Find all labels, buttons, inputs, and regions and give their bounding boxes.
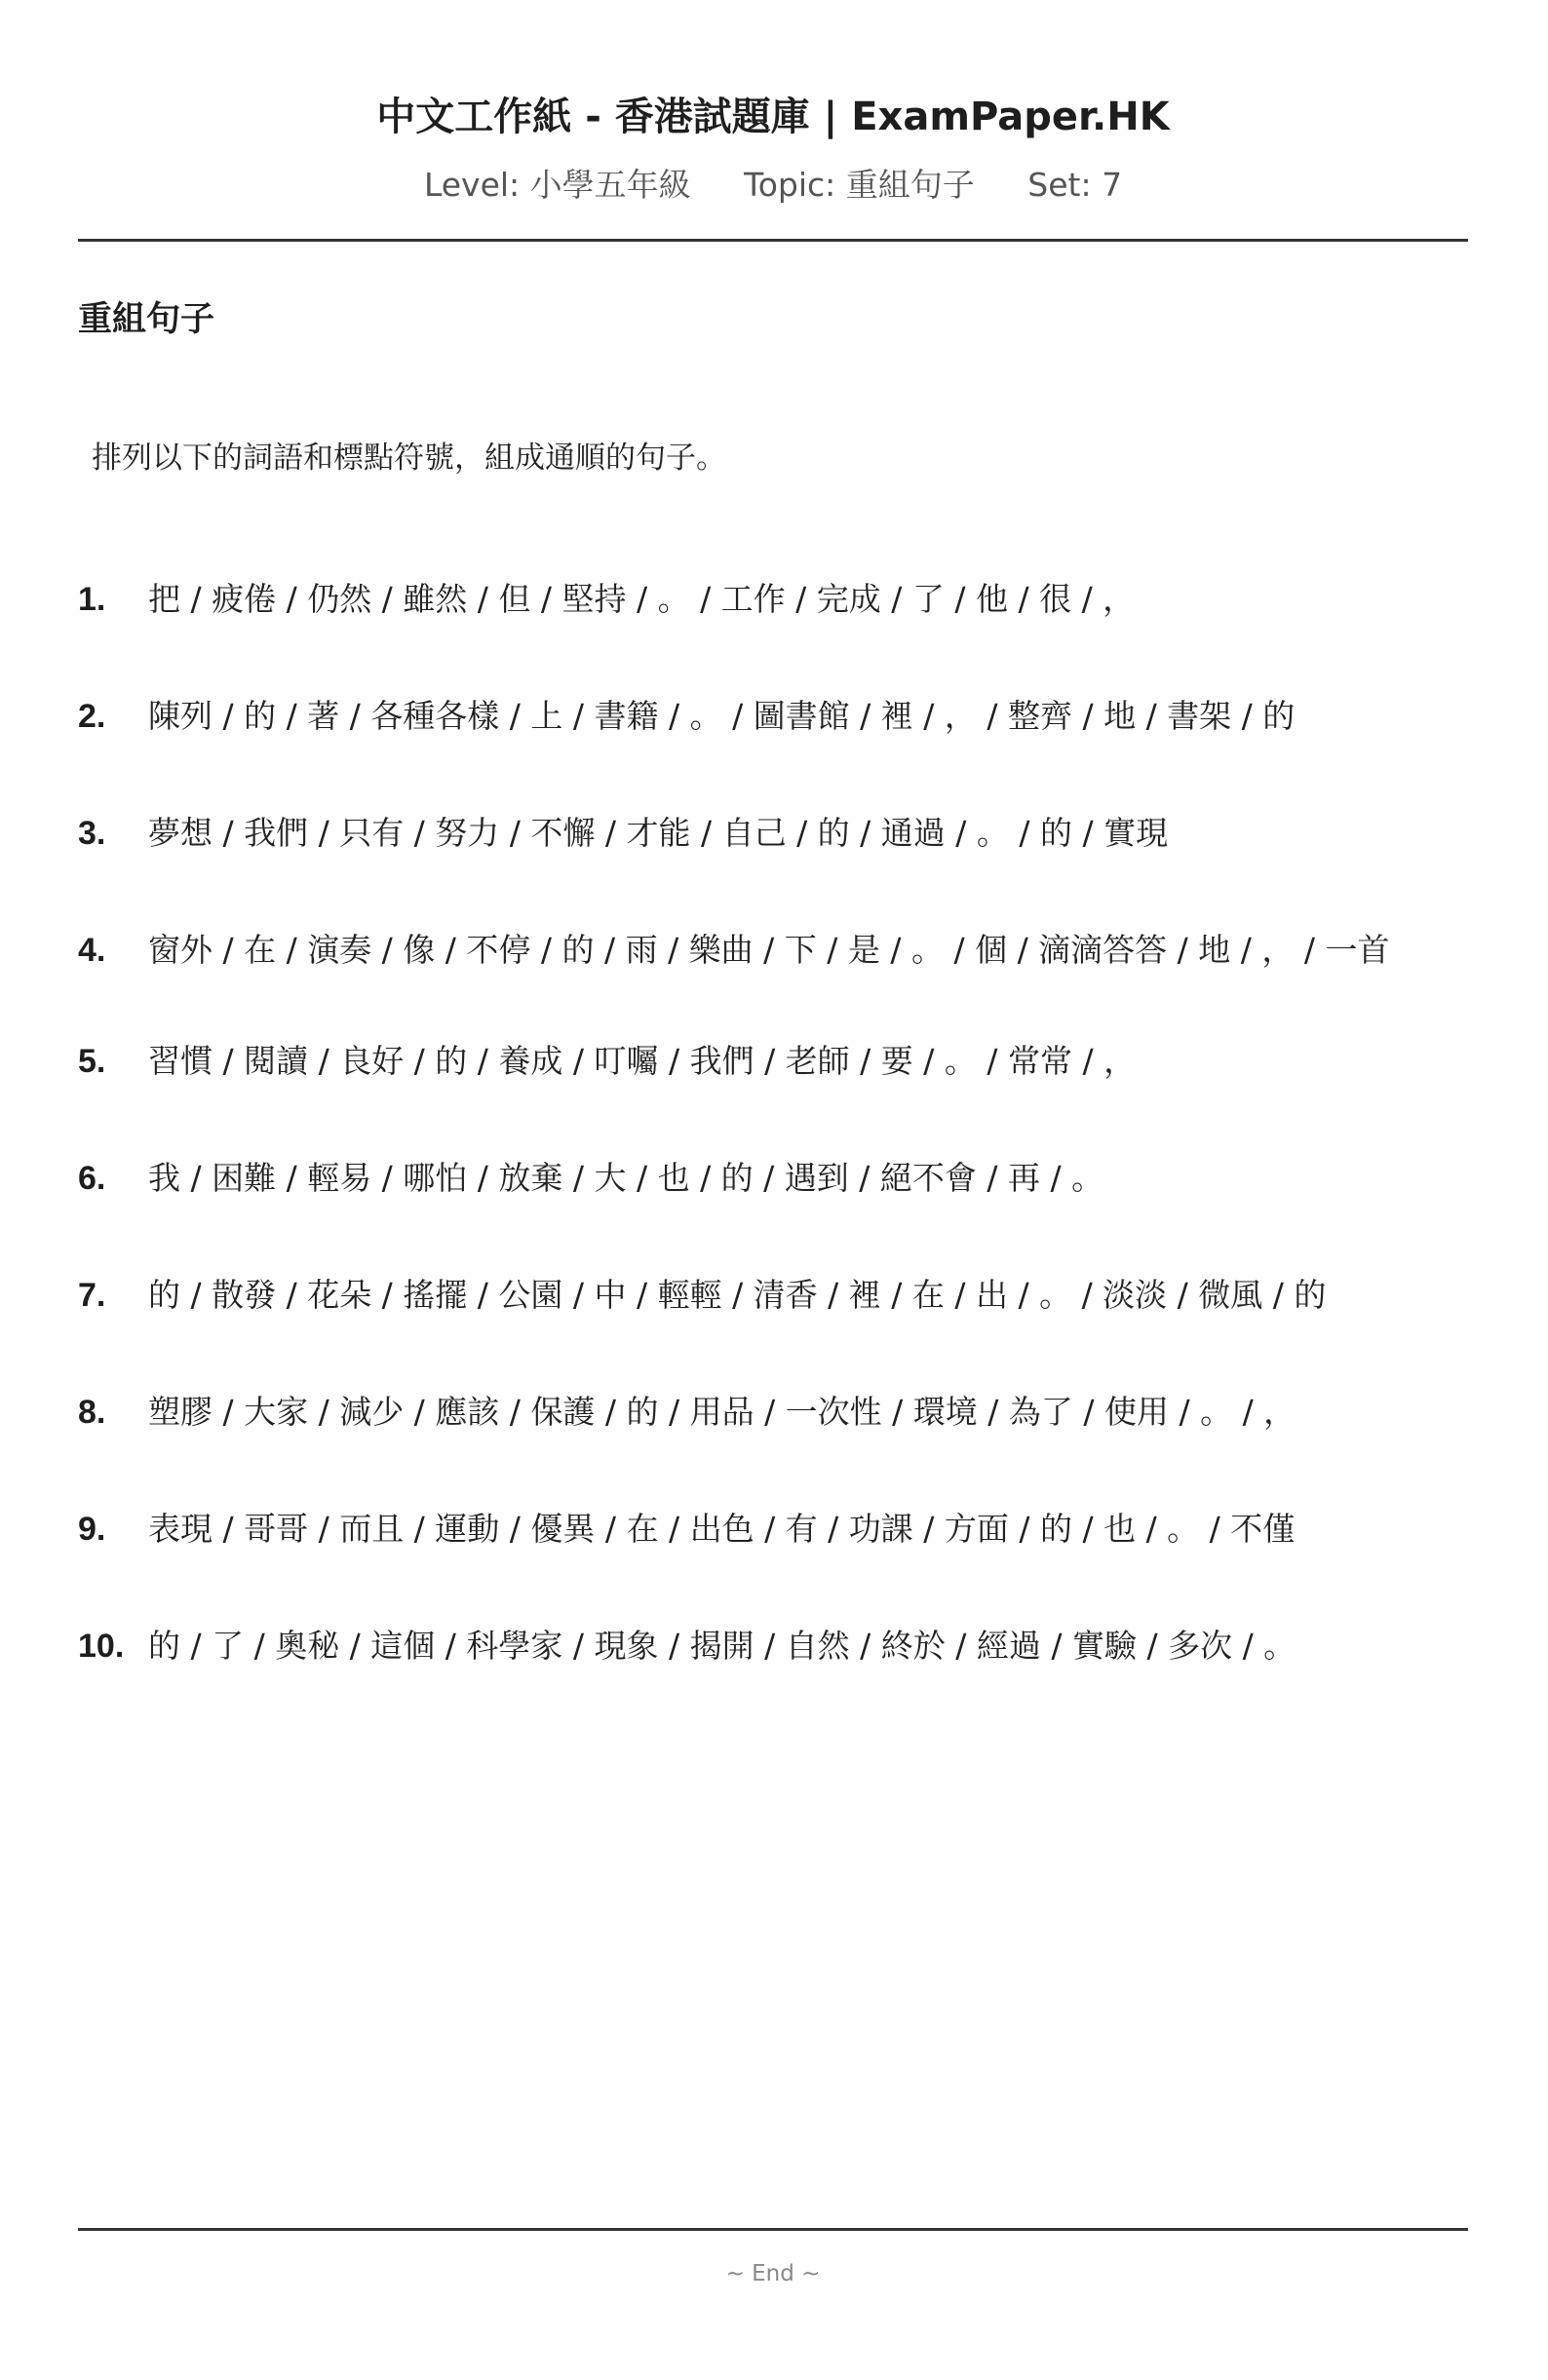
- question-list: [78, 573, 1468, 1737]
- worksheet-title: 中文工作紙 - 香港試題庫 | ExamPaper.HK: [376, 95, 1170, 139]
- question-number: 9.: [78, 1511, 106, 1548]
- question-number: 2.: [78, 698, 106, 735]
- question-number: 8.: [78, 1394, 106, 1431]
- footer-divider: [78, 2228, 1468, 2231]
- question-text: 的 / 散發 / 花朵 / 搖擺 / 公園 / 中 / 輕輕 / 清香 / 裡 / 在 / 出 / 。 / 淡淡 / 微風 / 的: [148, 1276, 1327, 1314]
- question-item: [78, 690, 1468, 743]
- question-number: 10.: [78, 1628, 125, 1665]
- question-item: [78, 1152, 1468, 1205]
- question-text: 我 / 困難 / 輕易 / 哪怕 / 放棄 / 大 / 也 / 的 / 遇到 / 絕不會 / 再 / 。: [148, 1159, 1104, 1197]
- question-text: 陳列 / 的 / 著 / 各種各樣 / 上 / 書籍 / 。 / 圖書館 / 裡 / ， / 整齊 / 地 / 書架 / 的: [148, 697, 1296, 735]
- question-item: [78, 1386, 1468, 1439]
- question-number: 7.: [78, 1277, 106, 1314]
- question-item: [78, 1269, 1468, 1322]
- question-item: [78, 573, 1468, 626]
- worksheet-header: [78, 0, 1468, 207]
- topic-label: Topic: 重組句子: [744, 166, 975, 204]
- question-item: [78, 1503, 1468, 1555]
- section-title: 重組句子: [78, 300, 215, 339]
- question-item: [78, 924, 1468, 977]
- question-item: [78, 1035, 1468, 1088]
- question-text: 塑膠 / 大家 / 減少 / 應該 / 保護 / 的 / 用品 / 一次性 / 環境 / 為了 / 使用 / 。 / ，: [148, 1393, 1296, 1431]
- header-divider: [78, 239, 1468, 242]
- question-item: [78, 1620, 1468, 1672]
- end-marker: ~ End ~: [725, 2261, 821, 2286]
- question-text: 窗外 / 在 / 演奏 / 像 / 不停 / 的 / 雨 / 樂曲 / 下 / 是 / 。 / 個 / 滴滴答答 / 地 / ， / 一首: [148, 931, 1390, 969]
- question-text: 習慣 / 閱讀 / 良好 / 的 / 養成 / 叮囑 / 我們 / 老師 / 要 / 。 / 常常 / ，: [148, 1042, 1137, 1080]
- worksheet-meta: [78, 164, 1468, 207]
- level-label: Level: 小學五年級: [423, 166, 691, 204]
- question-number: 3.: [78, 815, 106, 852]
- question-number: 4.: [78, 932, 106, 969]
- question-text: 把 / 疲倦 / 仍然 / 雖然 / 但 / 堅持 / 。 / 工作 / 完成 / 了 / 他 / 很 / ，: [148, 580, 1136, 618]
- worksheet-page: [78, 0, 1468, 2380]
- question-number: 1.: [78, 581, 106, 618]
- question-number: 5.: [78, 1043, 106, 1080]
- question-text: 表現 / 哥哥 / 而且 / 運動 / 優異 / 在 / 出色 / 有 / 功課 / 方面 / 的 / 也 / 。 / 不僅: [148, 1510, 1296, 1548]
- question-text: 的 / 了 / 奧秘 / 這個 / 科學家 / 現象 / 揭開 / 自然 / 終於 / 經過 / 實驗 / 多次 / 。: [148, 1627, 1296, 1665]
- question-item: [78, 807, 1468, 860]
- set-label: Set: 7: [1027, 166, 1123, 204]
- question-number: 6.: [78, 1160, 106, 1197]
- question-text: 夢想 / 我們 / 只有 / 努力 / 不懈 / 才能 / 自己 / 的 / 通過 / 。 / 的 / 實現: [148, 814, 1169, 852]
- instruction-text: 排列以下的詞語和標點符號，組成通順的句子。: [92, 441, 726, 476]
